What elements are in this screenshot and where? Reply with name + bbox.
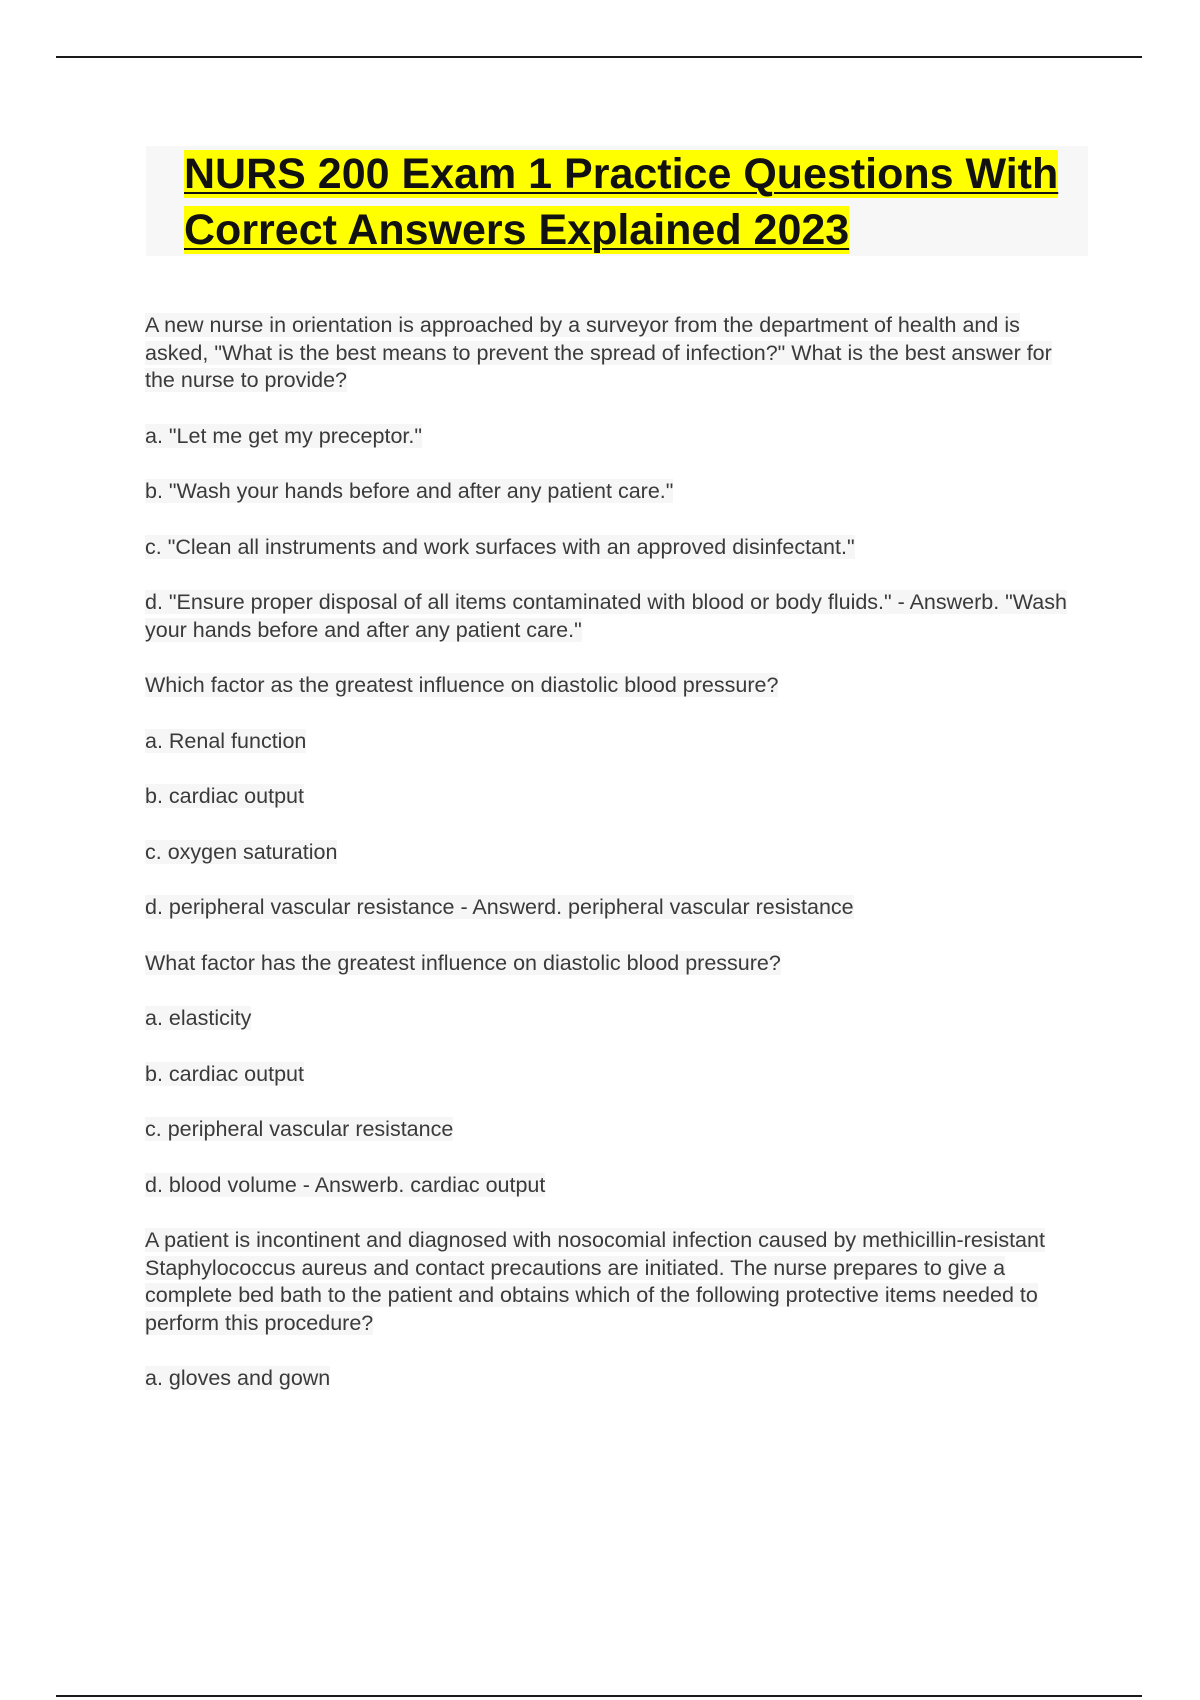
question-4-option-a: a. gloves and gown: [145, 1366, 331, 1390]
document-title: [184, 146, 1064, 258]
bottom-rule: [56, 1695, 1142, 1697]
question-2-stem: Which factor as the greatest influence on diastolic blood pressure?: [145, 673, 779, 697]
question-2-option-c: c. oxygen saturation: [145, 839, 338, 864]
question-3-stem: What factor has the greatest influence on diastolic blood pressure?: [145, 950, 781, 975]
question-2-option-a: a. Renal function: [145, 728, 307, 753]
question-1-option-b: b. "Wash your hands before and after any patient care.": [145, 479, 674, 503]
question-3-option-a: a. elasticity: [145, 1006, 252, 1030]
document-body: [145, 312, 1075, 1421]
question-1-stem: A new nurse in orientation is approached by a surveyor from the department of health and is asked, "What is the best means to prevent the spread of infection?" What is the best answer for the nurse to provide?: [145, 313, 1052, 392]
question-1-option-d-answer: d. "Ensure proper disposal of all items contaminated with blood or body fluids." - Answerb. "Wash your hands before and after any patient care.": [145, 590, 1067, 642]
document-title-text: NURS 200 Exam 1 Practice Questions With Correct Answers Explained 2023: [184, 150, 1059, 254]
question-1-option-a: a. "Let me get my preceptor.": [145, 423, 422, 448]
question-1-option-c: c. "Clean all instruments and work surfaces with an approved disinfectant.": [145, 534, 855, 559]
question-2-option-b: b. cardiac output: [145, 784, 304, 808]
question-3-option-b: b. cardiac output: [145, 1061, 304, 1086]
question-4-stem: A patient is incontinent and diagnosed with nosocomial infection caused by methicillin-resistant Staphylococcus aureus and contact precautions are initiated. The nurse prepares to give a complete bed bath to the patient and obtains which of the following protective items needed to perform this procedure?: [145, 1228, 1045, 1335]
question-2-option-d-answer: d. peripheral vascular resistance - Answerd. peripheral vascular resistance: [145, 895, 854, 919]
question-3-option-d-answer: d. blood volume - Answerb. cardiac output: [145, 1172, 546, 1197]
question-3-option-c: c. peripheral vascular resistance: [145, 1117, 454, 1141]
top-rule: [56, 56, 1142, 58]
